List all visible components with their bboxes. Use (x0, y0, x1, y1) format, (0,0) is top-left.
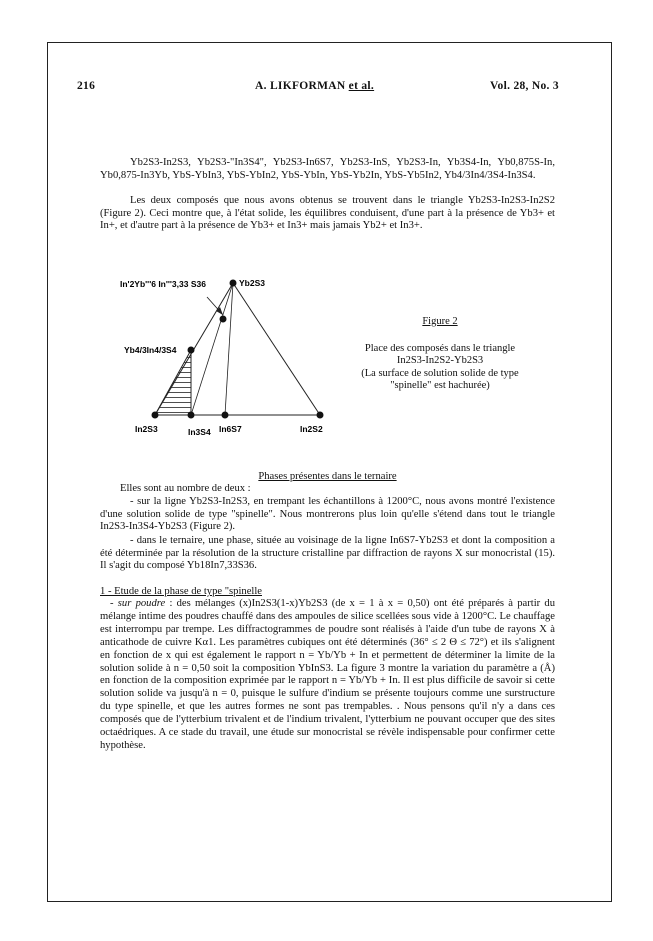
page-number: 216 (77, 80, 96, 92)
point-in3s4 (188, 412, 195, 419)
label-in3s4: In3S4 (188, 427, 211, 437)
running-title (255, 80, 374, 92)
label-left: Yb4/3In4/3S4 (124, 345, 177, 355)
label-top-left: In'2Yb'''6 In'''3,33 S36 (120, 279, 206, 289)
spinel-body: - sur poudre : des mélanges (x)In2S3(1-x)Yb2S3 (de x = 1 à x = 0,50) ont été préparés à partir du mélange intime des poudres chauffé dans des ampoules de silice scellées sous vide à 1200°C. Le chauffage est interrompu par trempe. Les diffractogrammes de poudre sont réalisés à l'aide d'un tube de rayons X à anticathode de cuivre Kα1. Les paramètres cubiques ont été déterminés (36° ≤ 2 Θ ≤ 72°) et ils s'alignent en fonction de x qui est également le rapport n = Yb/Yb + In et permettent de déterminer la limite de la solution solide à n = 0,50 soit la composition YbInS3. La figure 3 montre la variation du paramètre a (Å) en fonction de la composition exprimée par le rapport n = Yb/Yb + In. Il est plus difficile de savoir si cette solution solide va jusqu'à n = 0, puisque le sulfure d'indium se présente toujours comme une surstructure du type spinelle, et que les autres formes ne sont pas trempables. . Nous pensons qu'il n'y a dans ces composés que de l'ytterbium trivalent et de l'indium trivalent, l'ytterbium ne pouvant occuper que des sites octaédriques. A ce stade du travail, une étude sur monocristal se révèle indispensable pour confirmer cette hypothèse. (100, 598, 555, 751)
point-in2s3 (152, 412, 159, 419)
volume-info: Vol. 28, No. 3 (490, 80, 559, 92)
point-in6s7 (222, 412, 229, 419)
point-in2s2 (317, 412, 324, 419)
label-in2s2: In2S2 (300, 424, 323, 434)
phases-item-2: - dans le ternaire, une phase, située au voisinage de la ligne In6S7-Yb2S3 et dont la composition a été déterminée par la résolution de la structure cristalline par diffraction de rayons X sur monocristal (15). Il s'agit du composé Yb18In7,33S36. (100, 535, 555, 572)
figure-caption-1: Place des composés dans le triangle (364, 343, 516, 354)
triangle-paragraph: Les deux composés que nous avons obtenus se trouvent dans le triangle Yb2S3-In2S3-In2S2 (Figure 2). Ceci montre que, à l'état solide, les équilibres conduisent, d'une part à la présence de Yb3+ et In+, et d'autre part à la présence de Yb3+ et In3+ mais jamais Yb2+ et In3+. (100, 195, 555, 232)
authors: A. LIKFORMAN (255, 80, 346, 92)
et-al: et al. (348, 80, 375, 92)
figure-title: Figure 2 (422, 316, 458, 327)
figure-caption-2: In2S3-In2S2-Yb2S3 (396, 355, 484, 366)
point-yb43 (188, 347, 195, 354)
label-in2s3: In2S3 (135, 424, 158, 434)
section-title-phases: Phases présentes dans le ternaire (258, 471, 397, 482)
compound-list: Yb2S3-In2S3, Yb2S3-"In3S4", Yb2S3-In6S7, Yb2S3-InS, Yb2S3-In, Yb3S4-In, Yb0,875S-In, Yb0,875-In3Yb, YbS-YbIn3, YbS-YbIn2, YbS-YbIn, YbS-Yb2In, YbS-Yb5In2, Yb4/3In4/3S4-In3S4. (100, 157, 555, 181)
spinel-lead: sur poudre (117, 598, 166, 609)
label-top: Yb2S3 (239, 278, 265, 288)
line-in6s7 (225, 283, 233, 415)
spinel-text: : des mélanges (x)In2S3(1-x)Yb2S3 (de x = 1 à x = 0,50) ont été préparés à partir du mélange intime des poudres chauffé dans des ampoules de silice scellées sous vide à 1200°C. Le chauffage est interrompu par trempe. Les diffractogrammes de poudre sont réalisés à l'aide d'un tube de rayons X à anticathode de cuivre Kα1. Les paramètres cubiques ont été déterminés (36° ≤ 2 Θ ≤ 72°) et ils s'alignent en fonction de x qui est également le rapport n = Yb/Yb + In et permettent de déterminer la limite de la solution solide à n = 0,50 soit la composition YbInS3. La figure 3 montre la variation du paramètre a (Å) en fonction de la composition exprimée par le rapport n = Yb/Yb + In. Il est plus difficile de savoir si cette solution solide va jusqu'à n = 0, puisque le sulfure d'indium se présente toujours comme une surstructure du type spinelle, et que les autres formes ne sont pas trempables. . Nous pensons qu'il n'y a dans ces composés que de l'ytterbium trivalent et de l'indium trivalent, l'ytterbium ne pouvant occuper que des sites octaédriques. A ce stade du travail, une étude sur monocristal se révèle indispensable pour confirmer cette hypothèse. (100, 598, 555, 751)
edge-right (233, 283, 320, 415)
phases-intro: Elles sont au nombre de deux : (120, 483, 251, 494)
label-in6s7: In6S7 (219, 424, 242, 434)
phases-item-1: - sur la ligne Yb2S3-In2S3, en trempant les échantillons à 1200°C, nous avons montré l'existence d'une solution solide de type "spinelle". Nous montrerons plus loin qu'elle s'étend dans tout le triangle In2S3-In3S4-Yb2S3 (Figure 2). (100, 496, 555, 533)
ternary-diagram (115, 275, 345, 450)
point-yb2s3 (230, 280, 237, 287)
figure-caption-3: (La surface de solution solide de type (361, 368, 519, 379)
point-yb18in (220, 316, 227, 323)
figure-caption-4: "spinelle" est hachurée) (390, 380, 490, 391)
section-title-spinel: 1 - Etude de la phase de type "spinelle (100, 586, 262, 597)
